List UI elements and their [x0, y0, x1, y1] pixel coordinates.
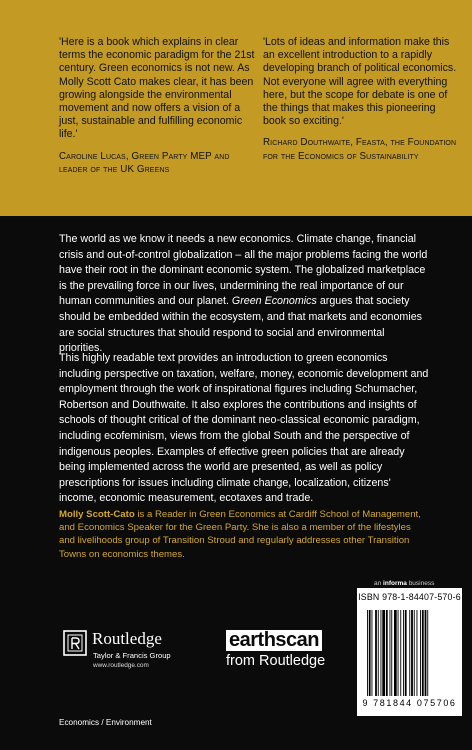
- book-title-inline: Green Economics: [231, 295, 317, 308]
- barcode-digits: 9 781844 075706: [362, 698, 457, 708]
- routledge-group: Taylor & Francis Group: [93, 651, 171, 660]
- barcode-icon: [367, 610, 457, 696]
- isbn-number: ISBN 978-1-84407-570-6: [358, 592, 461, 602]
- description-text: argues that society should be embedded within the ecosystem, and that markets and economies are social structures that should respond to social and environmental priorities.: [59, 295, 422, 355]
- subject-category: Economics / Environment: [59, 718, 152, 727]
- description-paragraph-2: This highly readable text provides an introduction to green economics including perspective on taxation, welfare, money, economic development and employment through the work of inspirational figures including Schumacher, Robertson and Douthwaite. It also explores the contributions and insights of schools of thought critical of the dominant neo-classical economic paradigm, including ecofeminism, views from the global South and the perspective of indigenous peoples. Examples of effective green policies that are already being implemented across the world are presented, as well as policy prescriptions for issues including climate change, localization, citizens' income, economic measurement, ecotaxes and trade.: [59, 352, 429, 505]
- earthscan-subtitle: from Routledge: [226, 653, 326, 669]
- routledge-name: Routledge: [92, 629, 162, 648]
- routledge-logo-icon: [62, 630, 88, 656]
- endorsement-left: [59, 36, 255, 176]
- earthscan-logo: [226, 630, 344, 674]
- earthscan-wordmark: earthscan: [226, 630, 322, 651]
- description-text: The world as we know it needs a new economics. Climate change, financial crisis and out-of-control globalization – all the major problems facing the world have their root in the dominant economic system. The globalized marketplace is the prevailing force in our lives, undermining the real importance of our human communities and our planet.: [59, 233, 428, 308]
- informa-tagline: an informa business: [374, 580, 435, 587]
- endorsement-quote: 'Here is a book which explains in clear terms the economic paradigm for the 21st century. Green economics is not new. As Molly Scott Cato makes clear, it has been growing alongside the environmental movement and now offers a vision of a just, sustainable and fulfilling economic life.': [59, 36, 255, 141]
- author-name: Molly Scott-Cato: [59, 509, 135, 520]
- author-bio: [59, 508, 429, 561]
- description-paragraph-1: [59, 232, 429, 357]
- endorsement-quote: 'Lots of ideas and information make this an excellent introduction to a rapidly developing branch of political economics. Not everyone will agree with everything here, but the scope for debate is one of the things that makes this pioneering book so exciting.': [263, 36, 457, 128]
- isbn-barcode: [357, 588, 462, 716]
- informa-brand: informa: [383, 580, 407, 587]
- endorsement-attribution: Richard Douthwaite, Feasta, the Foundation for the Economics of Sustainability: [263, 137, 457, 162]
- endorsement-right: [263, 36, 459, 163]
- author-bio-text: is a Reader in Green Economics at Cardiff School of Management, and Economics Speaker for the Green Party. She is also a member of the lifestyles and livelihoods group of Transition Stroud and regularly addresses other Transition Towns on economics themes.: [59, 509, 421, 560]
- endorsement-attribution: Caroline Lucas, Green Party MEP and leader of the UK Greens: [59, 150, 230, 175]
- routledge-url: www.routledge.com: [93, 662, 149, 669]
